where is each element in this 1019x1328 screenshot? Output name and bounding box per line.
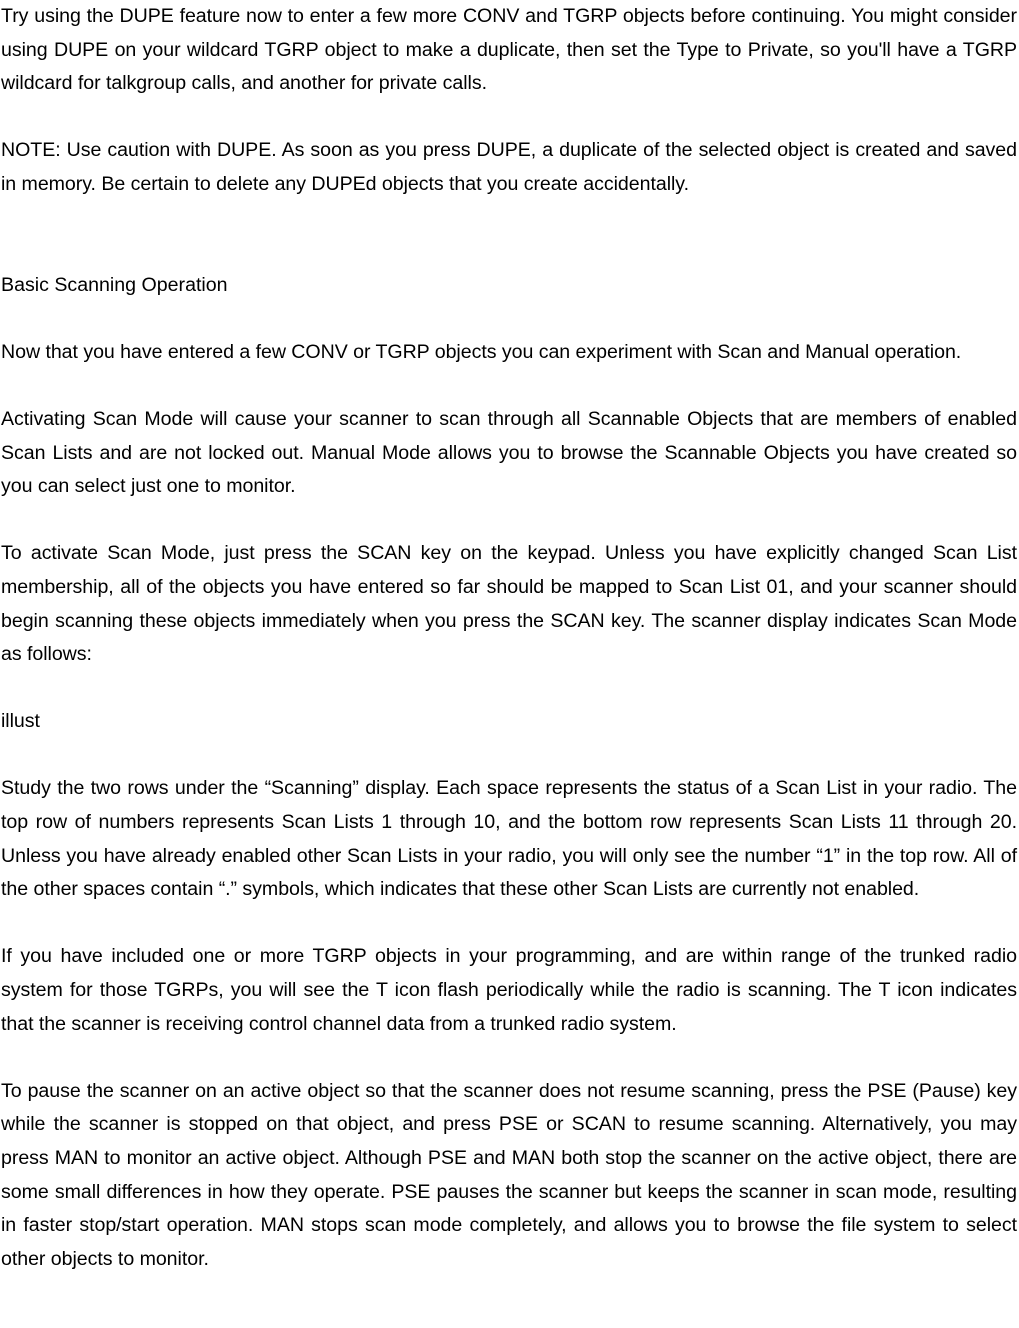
paragraph-activate: To activate Scan Mode, just press the SCAN key on the keypad. Unless you have explicitly changed Scan List membership, all of the objects you have entered so far should be mapped to Scan List 01, and your scanner should begin scanning these objects immediately when you press the SCAN key. The scanner display indicates Scan Mode as follows: bbox=[1, 542, 1017, 666]
paragraph-study: Study the two rows under the “Scanning” display. Each space represents the status of a Scan List in your radio. The top row of numbers represents Scan Lists 1 through 10, and the bottom row represents Scan Lists 11 through 20. Unless you have already enabled other Scan Lists in your radio, you will only see the number “1” in the top row. All of the other spaces contain “.” symbols, which indicates that these other Scan Lists are currently not enabled. bbox=[1, 777, 1017, 901]
spacer bbox=[1, 907, 1017, 941]
paragraph-modes: Activating Scan Mode will cause your scanner to scan through all Scannable Objects that are members of enabled Scan Lists and are not locked out. Manual Mode allows you to browse the Scannable Objects you have created so you can select just one to monitor. bbox=[1, 407, 1017, 498]
spacer bbox=[1, 302, 1017, 336]
paragraph-intro: Now that you have entered a few CONV or TGRP objects you can experiment with Scan and Manual operation. bbox=[1, 340, 962, 363]
illustration-placeholder: illust bbox=[1, 710, 40, 733]
paragraph-note: NOTE: Use caution with DUPE. As soon as you press DUPE, a duplicate of the selected object is created and saved in memory. Be certain to delete any DUPEd objects that you create accidentally. bbox=[1, 139, 1017, 195]
spacer bbox=[1, 1041, 1017, 1075]
section-heading: Basic Scanning Operation bbox=[1, 273, 228, 296]
spacer bbox=[1, 101, 1017, 135]
paragraph-trunked: If you have included one or more TGRP objects in your programming, and are within range of the trunked radio system for those TGRPs, you will see the T icon flash periodically while the radio is scanning. The T icon indicates that the scanner is receiving control channel data from a trunked radio system. bbox=[1, 945, 1017, 1035]
spacer bbox=[1, 202, 1017, 269]
spacer bbox=[1, 504, 1017, 538]
paragraph-pause: To pause the scanner on an active object so that the scanner does not resume scanning, press the PSE (Pause) key while the scanner is stopped on that object, and press PSE or SCAN to resume scanning. Alternatively, you may press MAN to monitor an active object. Although PSE and MAN both stop the scanner on the active object, there are some small differences in how they operate. PSE pauses the scanner but keeps the scanner in scan mode, resulting in faster stop/start operation. MAN stops scan mode completely, and allows you to browse the file system to select other objects to monitor. bbox=[1, 1079, 1017, 1270]
spacer bbox=[1, 739, 1017, 773]
spacer bbox=[1, 672, 1017, 706]
spacer bbox=[1, 369, 1017, 403]
paragraph-dupe: Try using the DUPE feature now to enter a few more CONV and TGRP objects before continuing. You might consider using DUPE on your wildcard TGRP object to make a duplicate, then set the Type to Private, so you'll have a TGRP wildcard for talkgroup calls, and another for private calls. bbox=[1, 5, 1017, 95]
document-page bbox=[1, 0, 1017, 1276]
